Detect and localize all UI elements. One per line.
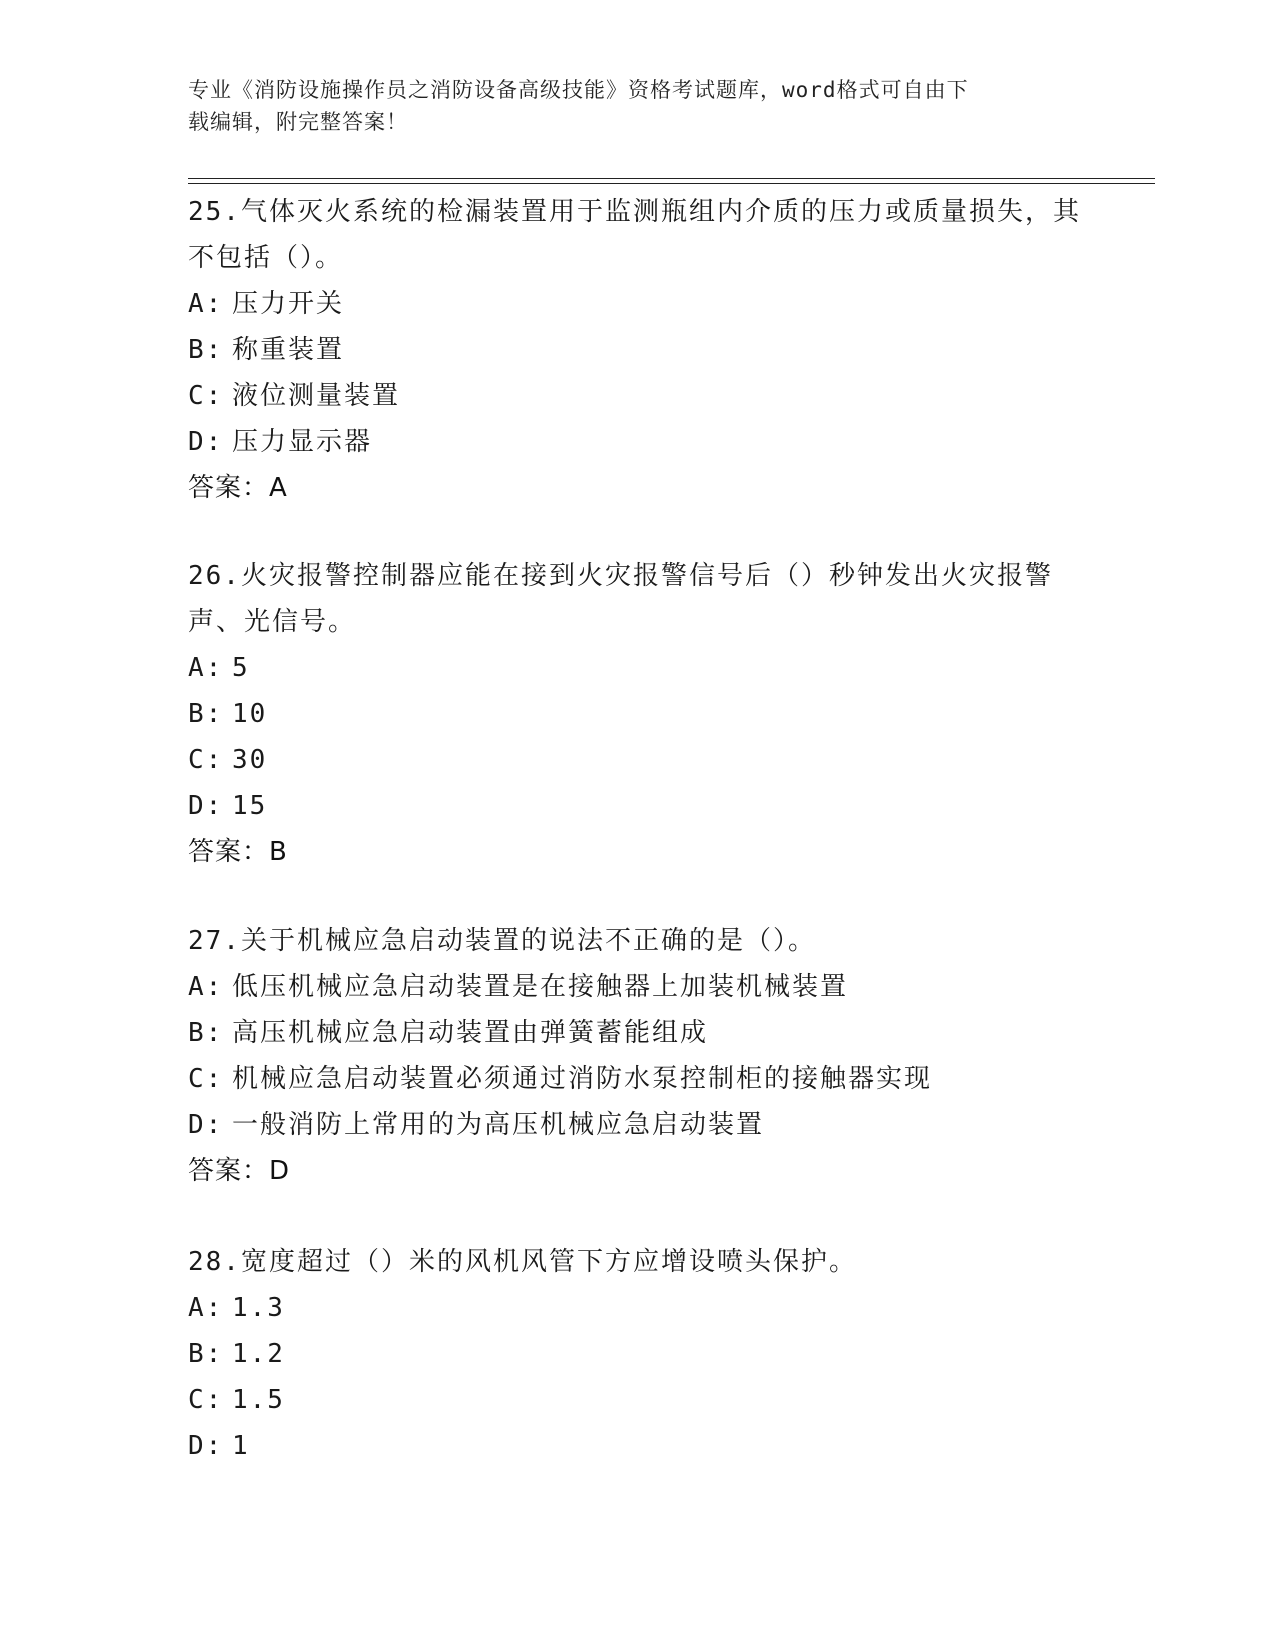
- option-letter: D:: [188, 791, 224, 821]
- option-letter: D:: [188, 1110, 224, 1140]
- option-d: [188, 1102, 1088, 1148]
- answer-line: 答案：D: [188, 1156, 291, 1186]
- option-d: [188, 1423, 1088, 1469]
- option-letter: A:: [188, 289, 224, 319]
- option-c: [188, 373, 1088, 419]
- option-b: [188, 1331, 1088, 1377]
- question-stem: 28.宽度超过（）米的风机风管下方应增设喷头保护。: [188, 1247, 857, 1277]
- option-letter: C:: [188, 1385, 224, 1415]
- option-letter: C:: [188, 745, 224, 775]
- option-d: [188, 783, 1088, 829]
- option-c: [188, 1056, 1088, 1102]
- header-line-2: 载编辑，附完整答案！: [188, 110, 408, 134]
- option-text: 1.3: [232, 1293, 285, 1323]
- option-a: [188, 964, 1088, 1010]
- option-b: [188, 327, 1088, 373]
- question-stem: 26.火灾报警控制器应能在接到火灾报警信号后（）秒钟发出火灾报警声、光信号。: [188, 561, 1053, 637]
- option-letter: D:: [188, 1431, 224, 1461]
- header-divider-top: [188, 178, 1155, 179]
- option-letter: A:: [188, 653, 224, 683]
- answer-line: 答案：A: [188, 473, 288, 503]
- option-text: 压力开关: [232, 289, 345, 319]
- option-text: 1.5: [232, 1385, 285, 1415]
- option-letter: C:: [188, 1064, 224, 1094]
- option-text: 高压机械应急启动装置由弹簧蓄能组成: [232, 1018, 709, 1048]
- option-text: 压力显示器: [232, 427, 373, 457]
- option-b: [188, 691, 1088, 737]
- option-text: 1: [232, 1431, 250, 1461]
- option-letter: A:: [188, 972, 224, 1002]
- option-a: [188, 645, 1088, 691]
- option-text: 低压机械应急启动装置是在接触器上加装机械装置: [232, 972, 849, 1002]
- option-b: [188, 1010, 1088, 1056]
- option-a: [188, 1285, 1088, 1331]
- question-stem: 27.关于机械应急启动装置的说法不正确的是（）。: [188, 926, 816, 956]
- option-text: 10: [232, 699, 268, 729]
- question-25: [188, 189, 1088, 511]
- option-text: 5: [232, 653, 250, 683]
- option-a: [188, 281, 1088, 327]
- option-letter: C:: [188, 381, 224, 411]
- option-c: [188, 737, 1088, 783]
- answer-line: 答案：B: [188, 837, 288, 867]
- question-28: [188, 1239, 1088, 1469]
- option-letter: B:: [188, 335, 224, 365]
- option-letter: B:: [188, 1339, 224, 1369]
- option-letter: B:: [188, 1018, 224, 1048]
- header-line-1: 专业《消防设施操作员之消防设备高级技能》资格考试题库，word格式可自由下: [188, 78, 969, 102]
- option-text: 液位测量装置: [232, 381, 401, 411]
- option-text: 机械应急启动装置必须通过消防水泵控制柜的接触器实现: [232, 1064, 933, 1094]
- option-letter: D:: [188, 427, 224, 457]
- option-text: 称重装置: [232, 335, 345, 365]
- header-divider-bottom: [188, 183, 1155, 184]
- option-letter: A:: [188, 1293, 224, 1323]
- option-text: 一般消防上常用的为高压机械应急启动装置: [232, 1110, 765, 1140]
- question-27: [188, 918, 1088, 1194]
- option-c: [188, 1377, 1088, 1423]
- option-text: 1.2: [232, 1339, 285, 1369]
- question-26: [188, 553, 1088, 875]
- option-text: 30: [232, 745, 268, 775]
- option-text: 15: [232, 791, 268, 821]
- option-letter: B:: [188, 699, 224, 729]
- option-d: [188, 419, 1088, 465]
- document-header-note: [188, 74, 1068, 138]
- question-stem: 25.气体灭火系统的检漏装置用于监测瓶组内介质的压力或质量损失，其不包括（）。: [188, 197, 1081, 273]
